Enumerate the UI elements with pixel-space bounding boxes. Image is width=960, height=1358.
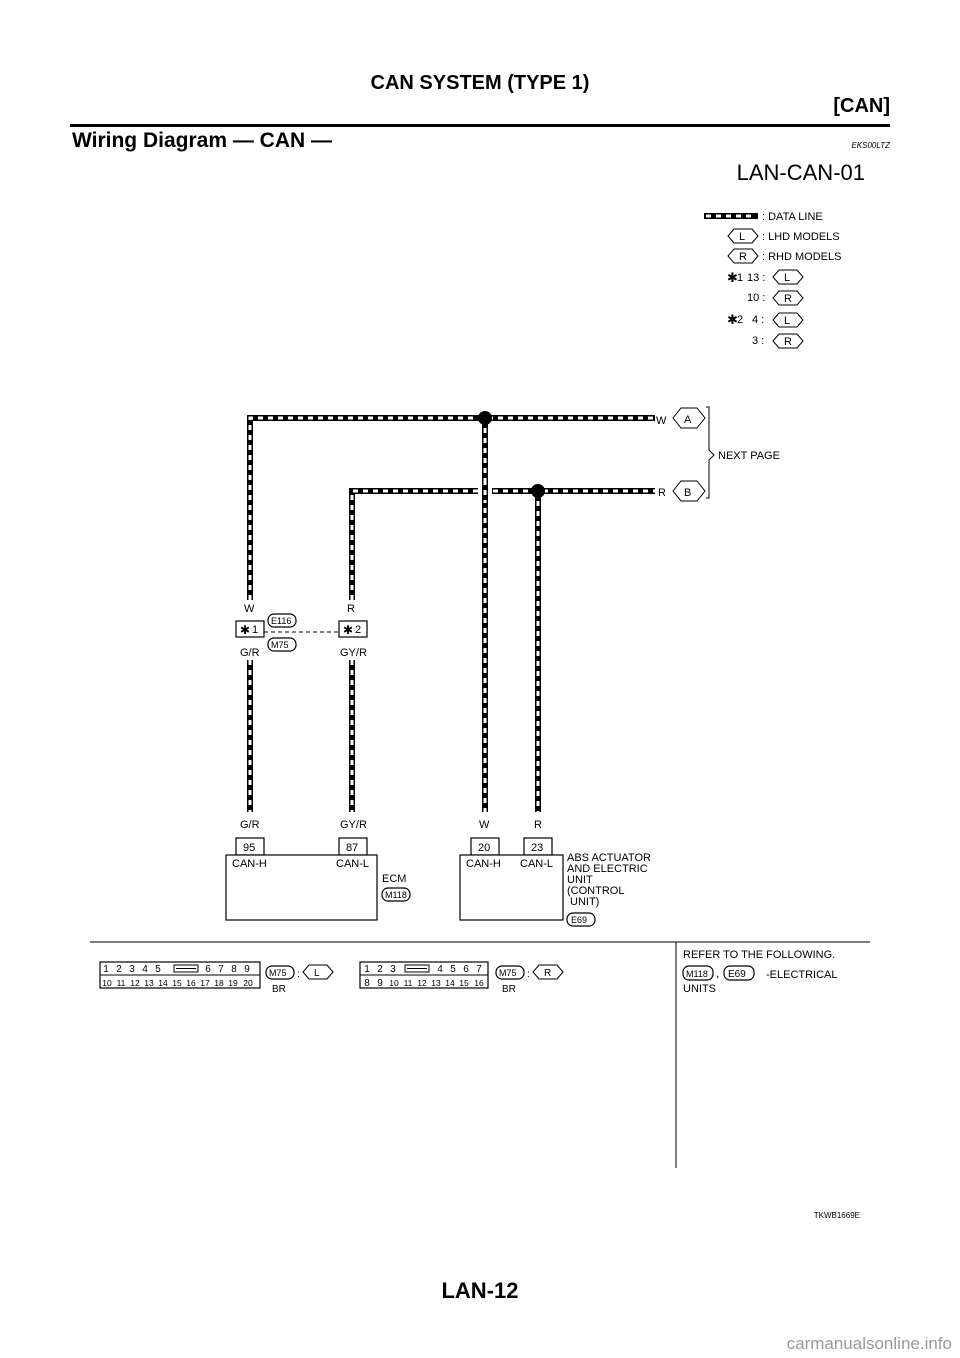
connector-color: BR (502, 984, 516, 995)
pin-number: 14 (445, 978, 455, 988)
can-h-line-ecm (250, 418, 655, 600)
refer-block (683, 949, 838, 995)
connector-face-m75-lhd (100, 962, 333, 995)
tag-code: R (784, 293, 792, 305)
pin-number: 3 (129, 964, 135, 975)
legend-rhd-code: R (739, 251, 747, 263)
wire-color-gr: G/R (240, 647, 260, 659)
refer-e69: E69 (728, 969, 746, 980)
wire-color-r: R (534, 819, 542, 831)
pin-number: 18 (214, 978, 224, 988)
ecm-unit (226, 819, 410, 920)
legend-lhd-label: : LHD MODELS (762, 231, 840, 243)
pin-number: 2 (116, 964, 122, 975)
pin-number: 2 (377, 964, 383, 975)
pin-number: 5 (155, 964, 161, 975)
m75-label: M75 (499, 968, 517, 978)
star-icon: ✱ (240, 623, 251, 637)
connector-color: BR (272, 984, 286, 995)
wire-color-gr: G/R (240, 819, 260, 831)
pin-number: 7 (476, 964, 482, 975)
pin-number: 20 (243, 978, 253, 988)
legend-lhd-code: L (739, 231, 746, 243)
legend-star2: 2 (737, 314, 744, 326)
abs-can-l: CAN-L (520, 858, 554, 870)
pin-87-label: 87 (346, 842, 359, 854)
legend-star2-lhd-pin: 4 : (752, 314, 765, 326)
splice-dot (478, 411, 492, 425)
pin-number: 9 (377, 978, 383, 989)
page-number: LAN-12 (441, 1278, 519, 1303)
abs-name-line: ABS ACTUATOR (567, 852, 651, 864)
pin-number: 10 (102, 978, 112, 988)
next-page-connectors (656, 407, 780, 501)
star-icon: ✱ (343, 623, 354, 637)
refer-m118: M118 (686, 969, 708, 979)
pin-number: 4 (437, 964, 443, 975)
tag-code: R (544, 968, 552, 979)
tag-code: R (784, 336, 792, 348)
pin-number: 19 (228, 978, 238, 988)
section-tag: [CAN] (833, 95, 890, 117)
doc-code: EKS00LTZ (851, 141, 890, 150)
abs-name-line: UNIT) (570, 896, 600, 908)
legend-rhd-label: : RHD MODELS (762, 251, 842, 263)
pin-number: 15 (459, 978, 469, 988)
pin-number: 13 (431, 978, 441, 988)
figure-code: TKWB1669E (813, 1211, 860, 1220)
pin-number: 7 (218, 964, 224, 975)
pin-number: 17 (200, 978, 210, 988)
legend (704, 211, 841, 348)
pin-number: 16 (474, 978, 484, 988)
star-icon: ✱ (727, 312, 738, 327)
pin-number: 1 (364, 964, 370, 975)
legend-star1: 1 (737, 272, 744, 284)
ecm-can-h: CAN-H (232, 858, 267, 870)
pin-number: 11 (403, 978, 413, 988)
refer-suffix: -ELECTRICAL (766, 969, 838, 981)
pin-number: 5 (450, 964, 456, 975)
legend-star2-rhd-pin: 3 : (752, 335, 765, 347)
legend-star1-lhd-pin: 13 : (747, 272, 766, 284)
refer-title: REFER TO THE FOLLOWING. (683, 949, 836, 961)
e69-label: E69 (571, 915, 588, 925)
pin-number: 3 (390, 964, 396, 975)
wire-color-r: R (347, 603, 355, 615)
colon: : (297, 969, 300, 980)
pin-number: 13 (144, 978, 154, 988)
running-title: CAN SYSTEM (TYPE 1) (370, 72, 590, 94)
legend-star1-rhd-pin: 10 : (747, 292, 766, 304)
abs-name-line: (CONTROL (567, 885, 625, 897)
refer-comma: , (716, 968, 720, 980)
abs-name-line: UNIT (567, 874, 593, 886)
joint-connector (236, 603, 367, 659)
pin-number: 9 (244, 964, 250, 975)
star1-label: 1 (252, 624, 259, 636)
connector-a-label: A (684, 414, 692, 426)
tag-code: L (784, 315, 791, 327)
legend-data-line-label: : DATA LINE (762, 211, 823, 223)
wire-color-w: W (656, 415, 667, 427)
pin-number: 10 (389, 978, 399, 988)
wire-color-w: W (244, 603, 255, 615)
pin-number: 8 (231, 964, 237, 975)
abs-unit (460, 819, 651, 926)
next-page-label: NEXT PAGE (718, 450, 780, 462)
wire-color-gyr: GY/R (340, 819, 367, 831)
pin-number: 14 (158, 978, 168, 988)
e116-label: E116 (271, 616, 292, 626)
pin-number: 11 (116, 978, 126, 988)
section-heading: Wiring Diagram — CAN — (72, 129, 332, 152)
pin-number: 4 (142, 964, 148, 975)
tag-code: L (314, 968, 320, 979)
tag-code: L (784, 272, 791, 284)
pin-number: 12 (417, 978, 427, 988)
colon: : (527, 969, 530, 980)
ecm-can-l: CAN-L (336, 858, 370, 870)
splice-dot (531, 484, 545, 498)
next-page-bracket (706, 407, 714, 498)
wire-color-r: R (658, 487, 666, 499)
pin-number: 8 (364, 978, 370, 989)
star-icon: ✱ (727, 270, 738, 285)
data-lines (250, 411, 655, 812)
m75-label: M75 (271, 640, 289, 650)
abs-name-line: AND ELECTRIC (567, 863, 648, 875)
connector-face-m75-rhd (360, 962, 563, 995)
watermark: carmanualsonline.info (786, 1334, 952, 1353)
pin-number: 6 (205, 964, 211, 975)
wire-color-gyr: GY/R (340, 647, 367, 659)
diagram-title: LAN-CAN-01 (736, 160, 865, 185)
pin-number: 15 (172, 978, 182, 988)
pin-number: 16 (186, 978, 196, 988)
pin-number: 6 (463, 964, 469, 975)
pin-number: 1 (103, 964, 109, 975)
pin-95-label: 95 (243, 842, 256, 854)
wire-color-w: W (479, 819, 490, 831)
m75-label: M75 (269, 968, 287, 978)
can-l-line-ecm (352, 491, 655, 600)
ecm-name: ECM (382, 873, 407, 885)
m118-label: M118 (385, 890, 407, 900)
connector-b-label: B (684, 487, 692, 499)
refer-units: UNITS (683, 983, 716, 995)
abs-can-h: CAN-H (466, 858, 501, 870)
star2-label: 2 (355, 624, 362, 636)
pin-number: 12 (130, 978, 140, 988)
pin-23-label: 23 (531, 842, 544, 854)
pin-20-label: 20 (478, 842, 491, 854)
